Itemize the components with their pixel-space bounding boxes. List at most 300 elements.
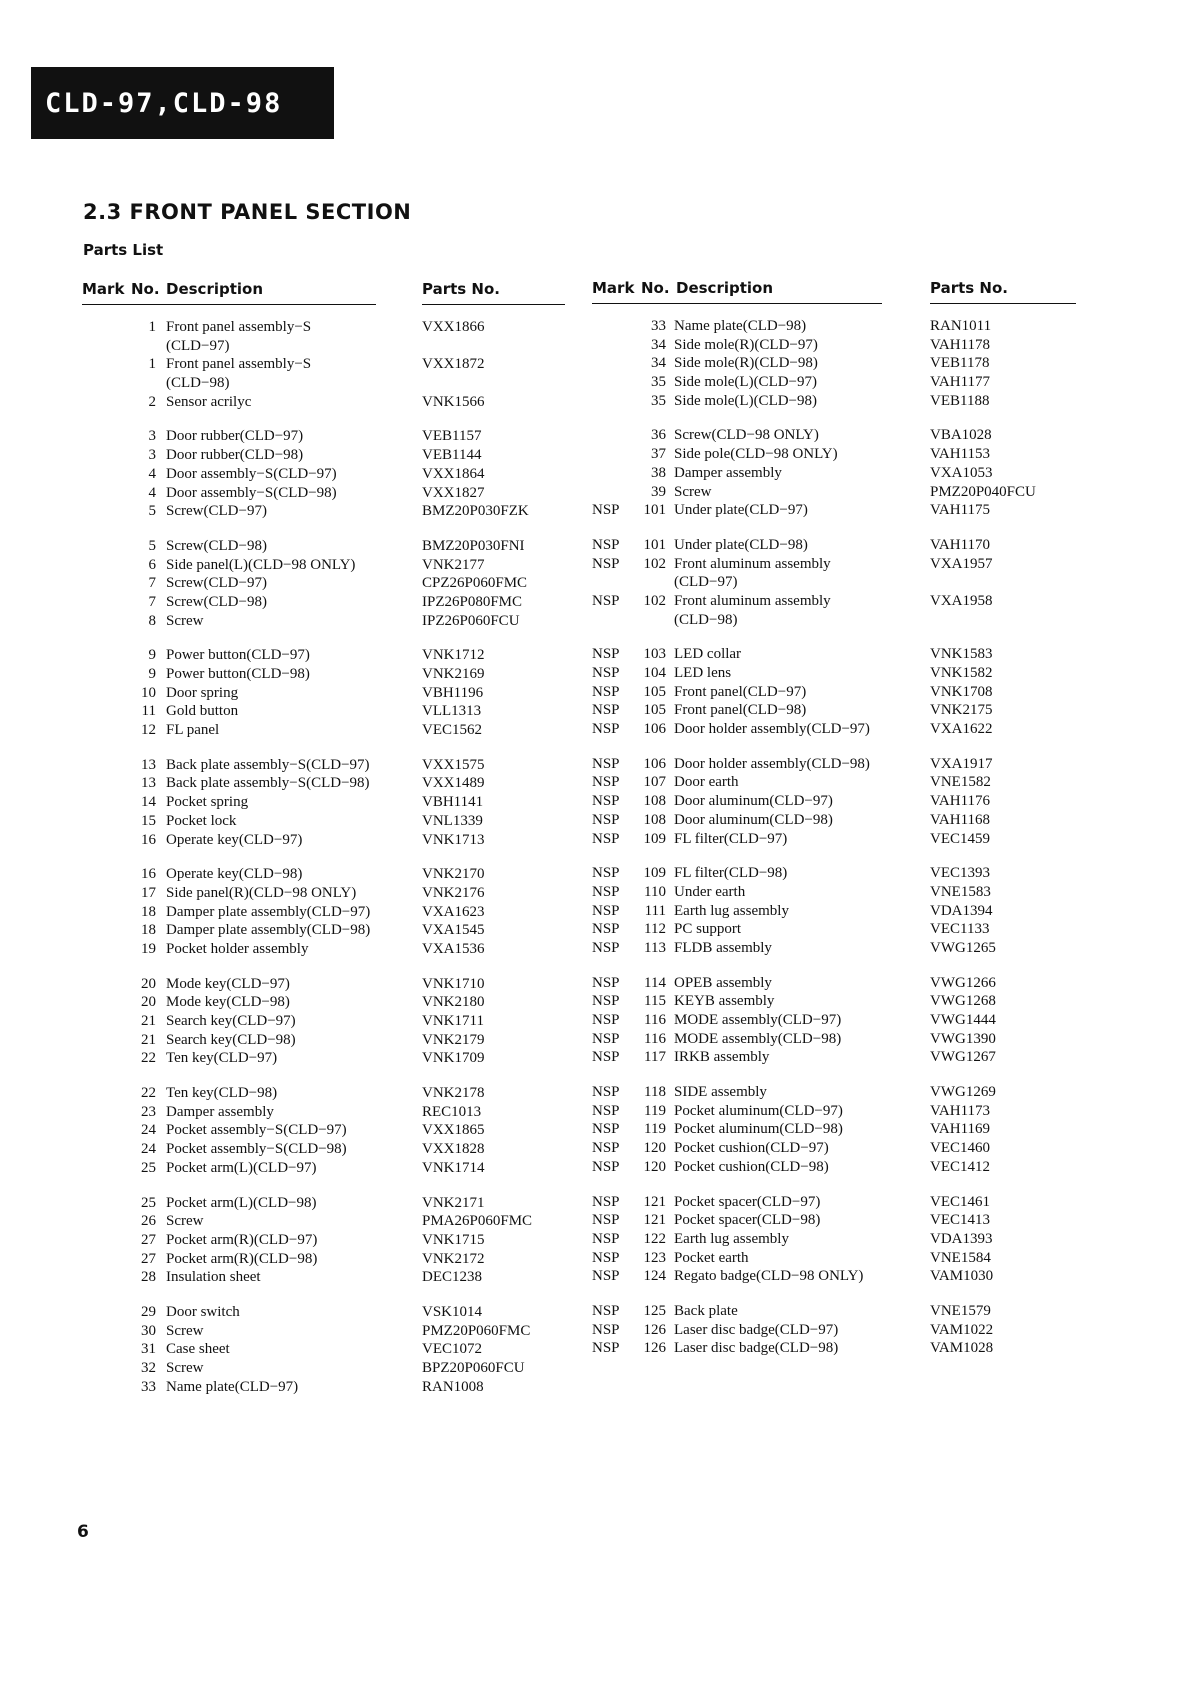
parts-row — [82, 1303, 568, 1322]
part-number-cell: VEC1459 — [930, 830, 990, 847]
number-cell: 7 — [148, 575, 156, 592]
part-number-cell: VLL1313 — [422, 703, 482, 720]
parts-row — [82, 665, 568, 684]
mark-cell: NSP — [592, 646, 620, 663]
part-number-cell: VNK2170 — [422, 866, 485, 883]
part-number-cell: VEB1144 — [422, 447, 482, 464]
parts-group — [82, 756, 568, 849]
description-cell: Door rubber(CLD−98) — [166, 447, 304, 464]
mark-cell: NSP — [592, 1084, 620, 1101]
description-cell: Front panel assembly−S — [166, 319, 312, 335]
parts-row — [592, 645, 1076, 664]
parts-row — [82, 793, 568, 812]
mark-cell: NSP — [592, 1249, 620, 1266]
part-number-cell: VXX1864 — [422, 465, 485, 482]
parts-row — [592, 720, 1076, 739]
number-cell: 37 — [651, 446, 666, 463]
parts-row — [592, 883, 1076, 902]
parts-row — [592, 483, 1076, 502]
description-cell: (CLD−97) — [166, 337, 230, 354]
parts-row — [592, 392, 1076, 411]
description-cell: Screw — [166, 1213, 204, 1230]
description-cell: Damper assembly — [674, 464, 782, 481]
part-number-cell: VAH1169 — [930, 1121, 991, 1138]
number-cell: 32 — [141, 1360, 156, 1376]
parts-row — [592, 920, 1076, 939]
part-number-cell: PMZ20P040FCU — [930, 483, 1036, 500]
parts-row — [82, 1340, 568, 1359]
number-cell: 21 — [141, 1013, 156, 1029]
description-cell: Pocket spring — [166, 794, 249, 811]
description-cell: MODE assembly(CLD−97) — [674, 1012, 842, 1028]
number-cell: 125 — [643, 1302, 666, 1319]
part-number-cell: VNK1714 — [422, 1159, 485, 1176]
mark-cell: NSP — [592, 502, 620, 519]
mark-cell: NSP — [592, 1212, 620, 1229]
number-cell: 13 — [141, 756, 156, 773]
number-cell: 33 — [651, 318, 666, 334]
part-number-cell: VWG1265 — [930, 939, 996, 956]
description-cell: Pocket holder assembly — [166, 940, 309, 957]
part-number-cell: VXA1053 — [930, 464, 993, 481]
part-number-cell: VAH1173 — [930, 1102, 991, 1119]
mark-cell: NSP — [592, 865, 620, 882]
mark-cell: NSP — [592, 1158, 620, 1175]
number-cell: 20 — [141, 975, 156, 992]
parts-group — [82, 646, 568, 739]
part-number-cell: VAM1030 — [930, 1268, 994, 1285]
description-cell: Laser disc badge(CLD−98) — [674, 1340, 839, 1357]
part-number-cell: VBH1196 — [422, 684, 484, 701]
number-cell: 35 — [651, 374, 666, 391]
description-cell: FLDB assembly — [674, 939, 772, 956]
parts-row — [82, 1194, 568, 1213]
parts-row — [592, 1048, 1076, 1067]
part-number-cell: VNE1583 — [930, 883, 991, 900]
part-number-cell: VNK2175 — [930, 702, 993, 719]
part-number-cell: VEC1072 — [422, 1341, 482, 1358]
part-number-cell: VNK1709 — [422, 1050, 485, 1067]
number-cell: 122 — [643, 1230, 666, 1247]
number-cell: 26 — [141, 1213, 156, 1230]
number-cell: 24 — [141, 1122, 156, 1139]
number-cell: 25 — [141, 1194, 156, 1211]
number-cell: 6 — [148, 556, 156, 573]
description-cell: Pocket earth — [674, 1249, 749, 1266]
part-number-cell: VDA1393 — [930, 1230, 993, 1247]
description-cell: Front aluminum assembly — [674, 592, 831, 609]
number-cell: 8 — [148, 612, 156, 629]
parts-row — [82, 484, 568, 503]
parts-row — [592, 1120, 1076, 1139]
mark-cell: NSP — [592, 774, 620, 791]
number-cell: 1 — [148, 319, 156, 335]
part-number-cell: BPZ20P060FCU — [422, 1360, 525, 1376]
mark-cell: NSP — [592, 536, 620, 553]
description-cell: Door spring — [166, 684, 239, 701]
parts-group — [82, 318, 568, 411]
parts-row — [82, 884, 568, 903]
description-cell: MODE assembly(CLD−98) — [674, 1030, 842, 1047]
part-number-cell: DEC1238 — [422, 1269, 482, 1286]
header-rule-parts — [422, 304, 565, 306]
description-cell: Pocket lock — [166, 812, 237, 829]
parts-row — [82, 1084, 568, 1103]
mark-cell: NSP — [592, 1321, 620, 1338]
part-number-cell: PMA26P060FMC — [422, 1213, 533, 1230]
parts-row — [592, 792, 1076, 811]
parts-row — [592, 611, 1076, 630]
description-cell: Door aluminum(CLD−97) — [674, 793, 833, 810]
number-cell: 116 — [644, 1030, 666, 1047]
part-number-cell: VEC1133 — [930, 921, 990, 938]
description-cell: Side mole(L)(CLD−97) — [674, 374, 818, 391]
parts-group — [82, 1194, 568, 1287]
parts-row — [592, 1230, 1076, 1249]
header-mark: Mark — [592, 279, 635, 297]
part-number-cell: VWG1267 — [930, 1049, 996, 1066]
parts-row — [592, 864, 1076, 883]
mark-cell: NSP — [592, 1193, 620, 1210]
part-number-cell: BMZ20P030FNI — [422, 537, 525, 554]
number-cell: 30 — [141, 1322, 156, 1339]
part-number-cell: VWG1269 — [930, 1084, 996, 1101]
parts-row — [592, 830, 1076, 849]
part-number-cell: VXA1957 — [930, 555, 993, 572]
number-cell: 29 — [141, 1303, 156, 1320]
parts-row — [82, 502, 568, 521]
part-number-cell: VBH1141 — [422, 794, 484, 811]
description-cell: Under plate(CLD−97) — [674, 502, 808, 519]
description-cell: Pocket cushion(CLD−98) — [674, 1158, 829, 1175]
number-cell: 16 — [141, 866, 156, 883]
parts-column-right — [592, 279, 1076, 1358]
parts-row — [82, 831, 568, 850]
part-number-cell: VAH1176 — [930, 793, 991, 810]
description-cell: Name plate(CLD−98) — [674, 318, 807, 334]
description-cell: Door assembly−S(CLD−98) — [166, 484, 337, 501]
parts-row — [592, 974, 1076, 993]
parts-row — [592, 1030, 1076, 1049]
part-number-cell: VNK2176 — [422, 884, 485, 901]
description-cell: Pocket cushion(CLD−97) — [674, 1140, 829, 1157]
description-cell: Screw(CLD−98 ONLY) — [674, 427, 819, 444]
description-cell: FL filter(CLD−97) — [674, 830, 788, 847]
parts-row — [592, 1102, 1076, 1121]
model-title: CLD-97,CLD-98 — [45, 87, 283, 119]
number-cell: 19 — [141, 940, 156, 957]
mark-cell: NSP — [592, 683, 620, 700]
parts-row — [82, 612, 568, 631]
parts-group — [82, 1303, 568, 1396]
part-number-cell: RAN1008 — [422, 1378, 484, 1395]
mark-cell: NSP — [592, 793, 620, 810]
mark-cell: NSP — [592, 755, 620, 772]
parts-row — [592, 811, 1076, 830]
part-number-cell: VXA1622 — [930, 721, 993, 738]
number-cell: 121 — [643, 1193, 666, 1210]
mark-cell: NSP — [592, 665, 620, 681]
number-cell: 10 — [141, 684, 156, 701]
description-cell: Sensor acrilyc — [166, 393, 252, 410]
header-mark: Mark — [82, 280, 125, 298]
parts-row — [82, 721, 568, 740]
number-cell: 119 — [644, 1121, 666, 1138]
number-cell: 16 — [141, 831, 156, 848]
number-cell: 106 — [643, 721, 666, 738]
parts-row — [82, 940, 568, 959]
part-number-cell: VAH1178 — [930, 336, 991, 353]
description-cell: Back plate assembly−S(CLD−97) — [166, 756, 370, 773]
parts-row — [82, 646, 568, 665]
parts-row — [592, 939, 1076, 958]
parts-row — [592, 354, 1076, 373]
mark-cell: NSP — [592, 1030, 620, 1047]
description-cell: Name plate(CLD−97) — [166, 1378, 299, 1395]
parts-group — [592, 645, 1076, 738]
mark-cell: NSP — [592, 1012, 620, 1028]
part-number-cell: IPZ26P080FMC — [422, 593, 523, 610]
number-cell: 116 — [644, 1012, 666, 1028]
description-cell: FL panel — [166, 722, 220, 739]
parts-row — [592, 755, 1076, 774]
number-cell: 34 — [651, 355, 666, 372]
part-number-cell: VDA1394 — [930, 902, 993, 919]
part-number-cell: VXX1865 — [422, 1122, 485, 1139]
description-cell: FL filter(CLD−98) — [674, 865, 788, 882]
part-number-cell: IPZ26P060FCU — [422, 612, 520, 629]
number-cell: 22 — [141, 1050, 156, 1067]
description-cell: Earth lug assembly — [674, 902, 789, 919]
part-number-cell: VEC1460 — [930, 1140, 990, 1157]
parts-row — [82, 1322, 568, 1341]
number-cell: 101 — [643, 502, 666, 519]
part-number-cell: VXX1827 — [422, 484, 485, 501]
parts-row — [82, 1121, 568, 1140]
mark-cell: NSP — [592, 592, 620, 609]
part-number-cell: VNK1715 — [422, 1231, 485, 1248]
parts-row — [82, 702, 568, 721]
number-cell: 101 — [643, 536, 666, 553]
description-cell: Side mole(R)(CLD−98) — [674, 355, 818, 372]
parts-row — [82, 318, 568, 337]
parts-row — [82, 374, 568, 393]
parts-row — [82, 1378, 568, 1397]
description-cell: Pocket assembly−S(CLD−97) — [166, 1122, 347, 1139]
parts-row — [82, 921, 568, 940]
mark-cell: NSP — [592, 902, 620, 919]
description-cell: Damper assembly — [166, 1103, 274, 1120]
number-cell: 13 — [141, 775, 156, 792]
parts-group — [82, 975, 568, 1068]
parts-row — [82, 975, 568, 994]
header-parts-no: Parts No. — [930, 279, 1008, 297]
description-cell: Door aluminum(CLD−98) — [674, 811, 833, 828]
part-number-cell: VEB1188 — [930, 392, 990, 409]
parts-row — [82, 537, 568, 556]
part-number-cell: VXA1623 — [422, 903, 485, 920]
description-cell: PC support — [674, 921, 742, 938]
description-cell: Pocket assembly−S(CLD−98) — [166, 1141, 347, 1158]
description-cell: Pocket aluminum(CLD−97) — [674, 1102, 843, 1119]
column-header — [592, 279, 1076, 301]
number-cell: 22 — [141, 1085, 156, 1102]
parts-row — [592, 592, 1076, 611]
part-number-cell: VWG1266 — [930, 974, 996, 991]
header-rule-description — [82, 304, 376, 306]
part-number-cell: REC1013 — [422, 1103, 482, 1120]
description-cell: Pocket arm(R)(CLD−97) — [166, 1231, 318, 1248]
number-cell: 20 — [141, 994, 156, 1011]
number-cell: 34 — [651, 336, 666, 353]
part-number-cell: VXX1866 — [422, 319, 485, 335]
number-cell: 106 — [643, 755, 666, 772]
parts-row — [82, 465, 568, 484]
part-number-cell: VNK1583 — [930, 646, 993, 663]
description-cell: Door holder assembly(CLD−98) — [674, 755, 870, 772]
description-cell: Back plate — [674, 1302, 738, 1319]
description-cell: Door earth — [674, 774, 739, 791]
parts-list-right — [592, 317, 1076, 1358]
number-cell: 121 — [643, 1212, 666, 1229]
number-cell: 25 — [141, 1159, 156, 1176]
header-parts-no: Parts No. — [422, 280, 500, 298]
description-cell: Mode key(CLD−98) — [166, 994, 290, 1011]
part-number-cell: VWG1390 — [930, 1030, 996, 1047]
part-number-cell: VXX1872 — [422, 356, 485, 373]
part-number-cell: VEC1562 — [422, 722, 482, 739]
description-cell: Front panel(CLD−97) — [674, 683, 807, 700]
description-cell: Power button(CLD−97) — [166, 647, 310, 664]
parts-row — [82, 1231, 568, 1250]
part-number-cell: VBA1028 — [930, 427, 992, 444]
parts-row — [82, 1268, 568, 1287]
number-cell: 4 — [148, 484, 156, 501]
part-number-cell: VEB1157 — [422, 428, 482, 445]
part-number-cell: VXX1575 — [422, 756, 485, 773]
parts-row — [82, 774, 568, 793]
parts-row — [592, 445, 1076, 464]
description-cell: Pocket arm(L)(CLD−98) — [166, 1194, 317, 1211]
part-number-cell: VXA1958 — [930, 592, 993, 609]
part-number-cell: VAH1177 — [930, 374, 991, 391]
number-cell: 114 — [644, 974, 666, 991]
parts-group — [82, 1084, 568, 1177]
description-cell: Earth lug assembly — [674, 1230, 789, 1247]
number-cell: 3 — [148, 447, 156, 464]
number-cell: 1 — [148, 356, 156, 373]
description-cell: (CLD−98) — [166, 375, 230, 392]
number-cell: 117 — [644, 1049, 666, 1066]
description-cell: Screw(CLD−98) — [166, 593, 267, 610]
description-cell: Side panel(L)(CLD−98 ONLY) — [166, 556, 356, 573]
number-cell: 111 — [644, 902, 666, 919]
mark-cell: NSP — [592, 883, 620, 900]
parts-row — [82, 355, 568, 374]
part-number-cell: VNE1582 — [930, 774, 991, 791]
parts-row — [592, 992, 1076, 1011]
mark-cell: NSP — [592, 1302, 620, 1319]
description-cell: Pocket arm(R)(CLD−98) — [166, 1250, 318, 1267]
description-cell: Side pole(CLD−98 ONLY) — [674, 446, 838, 463]
part-number-cell: VEC1461 — [930, 1193, 990, 1210]
number-cell: 27 — [141, 1250, 156, 1267]
number-cell: 11 — [141, 703, 156, 720]
part-number-cell: VAH1170 — [930, 536, 991, 553]
mark-cell: NSP — [592, 811, 620, 828]
parts-row — [592, 373, 1076, 392]
part-number-cell: VNK1710 — [422, 975, 485, 992]
parts-row — [592, 1249, 1076, 1268]
description-cell: Operate key(CLD−97) — [166, 831, 303, 848]
number-cell: 118 — [644, 1084, 666, 1101]
description-cell: Ten key(CLD−98) — [166, 1085, 278, 1102]
description-cell: Screw(CLD−97) — [166, 575, 267, 592]
parts-group — [82, 427, 568, 520]
parts-group — [592, 1302, 1076, 1358]
part-number-cell: RAN1011 — [930, 318, 992, 334]
description-cell: Search key(CLD−97) — [166, 1013, 296, 1029]
description-cell: Pocket arm(L)(CLD−97) — [166, 1159, 317, 1176]
parts-group — [592, 755, 1076, 848]
number-cell: 5 — [148, 503, 156, 520]
parts-row — [592, 1083, 1076, 1102]
description-cell: SIDE assembly — [674, 1084, 767, 1101]
description-cell: Laser disc badge(CLD−97) — [674, 1321, 839, 1338]
description-cell: Front aluminum assembly — [674, 555, 831, 572]
mark-cell: NSP — [592, 1121, 620, 1138]
parts-row — [592, 683, 1076, 702]
parts-row — [592, 555, 1076, 574]
mark-cell: NSP — [592, 1102, 620, 1119]
parts-row — [592, 1267, 1076, 1286]
parts-row — [82, 1250, 568, 1269]
part-number-cell: VAH1168 — [930, 811, 991, 828]
part-number-cell: VNK1713 — [422, 831, 485, 848]
header-no: No. — [641, 279, 670, 297]
parts-row — [592, 773, 1076, 792]
parts-group — [592, 974, 1076, 1067]
parts-row — [592, 536, 1076, 555]
header-description: Description — [676, 279, 774, 297]
mark-cell: NSP — [592, 939, 620, 956]
number-cell: 123 — [643, 1249, 666, 1266]
description-cell: Side mole(R)(CLD−97) — [674, 336, 818, 353]
parts-row — [592, 464, 1076, 483]
parts-row — [82, 1031, 568, 1050]
mark-cell: NSP — [592, 1340, 620, 1357]
part-number-cell: VWG1268 — [930, 993, 996, 1010]
parts-row — [592, 317, 1076, 336]
number-cell: 17 — [141, 884, 156, 901]
parts-row — [82, 393, 568, 412]
description-cell: (CLD−97) — [674, 574, 738, 591]
part-number-cell: VNK2177 — [422, 556, 485, 573]
part-number-cell: PMZ20P060FMC — [422, 1322, 531, 1339]
description-cell: Door switch — [166, 1303, 240, 1320]
part-number-cell: VAH1175 — [930, 502, 991, 519]
number-cell: 3 — [148, 428, 156, 445]
number-cell: 12 — [141, 722, 156, 739]
number-cell: 105 — [643, 702, 666, 719]
part-number-cell: VNK1712 — [422, 647, 485, 664]
number-cell: 14 — [141, 794, 156, 811]
description-cell: OPEB assembly — [674, 974, 772, 991]
number-cell: 109 — [643, 830, 666, 847]
mark-cell: NSP — [592, 1268, 620, 1285]
parts-row — [592, 1321, 1076, 1340]
number-cell: 124 — [643, 1268, 666, 1285]
